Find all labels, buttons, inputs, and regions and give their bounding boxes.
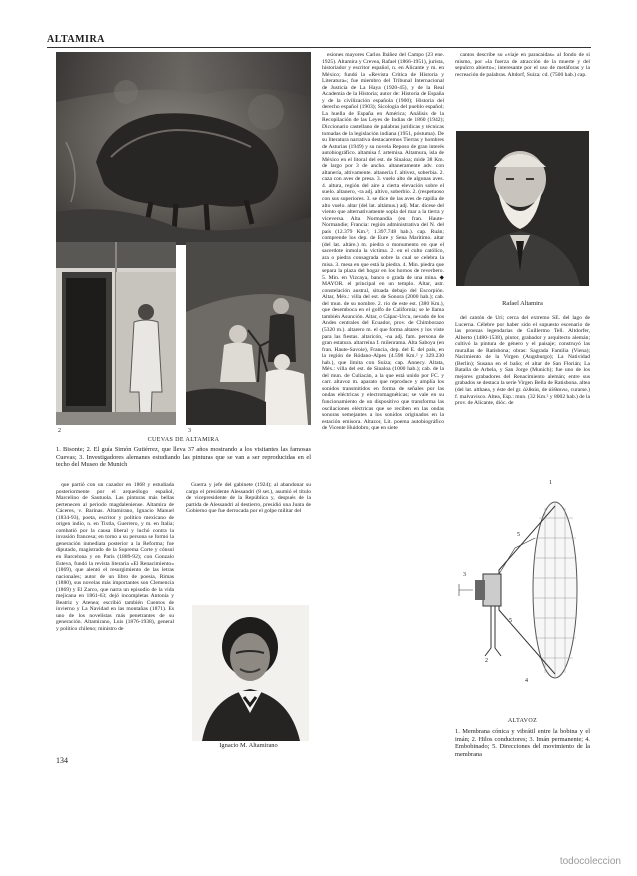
cave-caption-title: CUEVAS DE ALTAMIRA <box>147 437 220 443</box>
portrait-ignacio-altamirano <box>192 605 309 741</box>
footer-band <box>0 848 637 876</box>
portrait-rafael-caption: Rafael Altamira <box>502 300 543 307</box>
altavoz-label-1: 1 <box>549 480 552 486</box>
altavoz-diagram <box>455 478 590 713</box>
researchers-image <box>186 242 311 425</box>
column-left-bottom-text: que partió con un cazador en 1868 y estudiada posteriormente por el arqueólogo español, Marcelino de Sautuola. Las pinturas más bellas pertenecen al período magdaleniense. Altamira de Cáceres, v. Barinas. Altamirano, Ignacio Manuel (1834-93), poeta, escritor y político mexicano de origen indio, n. en Tixtla, Guerrero, y m. en Italia; combatió por la causa liberal y luchó contra la invasión francesa; en torno a su persona se formó la generación inmediata posterior a la Reforma; fue diputado, magistrado de la Suprema Corte y cónsul en Barcelona y en París (1889-92); con Gonzalo Esteva, fundó la revista literaria «El Renacimiento» (1869), que alentó el resurgimiento de las letras nacionales; autor de un libro de poesía, Rimas (1880), sus novelas más importantes son Clemencia (1869) y El Zarco, que narra un episodio de la vida mejicana en 1861-63; dejó incompletas Antonia y Beatriz y Atenea; escribió también Cuentos de invierno y La Navidad en las montañas (1871). Es uno de los novelistas más penetrantes de su generación. Altamirano, Luis (1876-1938), general y político chileno; ministro de <box>56 482 174 633</box>
column-right-middle <box>455 315 590 473</box>
portrait-rafael-altamira <box>456 131 589 286</box>
cave-caption-text: 1. Bisonte; 2. El guía Simón Gutiérrez, que lleva 37 años mostrando a los visitantes las famosas Cuevas; 3. Investigadores alemanes estudiando las pinturas que se van a ser reproducidas en el techo del Museo de Munich <box>56 446 311 469</box>
altavoz-title: ALTAVOZ <box>507 718 538 724</box>
column-middle <box>322 52 444 732</box>
portrait-ignacio-image <box>192 605 309 741</box>
column-center-bottom-text: Guerra y jefe del gabinete (1924); al abandonar su cargo el presidente Alessandri (8 set.), asumió el título de vicepresidente de la República y, después de la partida de Alessandri al destierro, presidió una Junta de Gobierno que fue derrocada por el golpe militar del <box>186 482 311 515</box>
page-number: 134 <box>56 756 68 765</box>
cave-guide-photo <box>56 242 176 425</box>
altavoz-label-4: 4 <box>525 678 528 684</box>
loudspeaker-diagram <box>455 478 590 713</box>
figure-3-number: 3 <box>188 428 191 434</box>
altavoz-label-5b: 5 <box>509 618 512 624</box>
running-title: ALTAMIRA <box>47 34 105 45</box>
altavoz-label-2: 2 <box>485 658 488 664</box>
portrait-rafael-image <box>456 131 589 286</box>
header-rule <box>47 47 591 48</box>
figure-2-number: 2 <box>58 428 61 434</box>
column-right-middle-text: del cantón de Uri; cerca del extremo SE. del lago de Lucerna. Célebre por haber sido el supuesto escenario de las proezas legendarias de Guillermo Tell. Altdorfer, Alberto (1480-1538), pintor, grabador y arquitecto alemán; cultivó la pintura de género y el paisaje; construyó las murallas de Ratisbona; obras: Sagrada Familia (Viena); Nacimiento de la Virgen (Augsburgo); La Natividad (Berlín); Susana en el baño; el altar de San Florián; La Batalla de Arbela, y San Jorge (Munich); fue uno de los mejores grabadores del Renacimiento alemán; entre sus grabados se destaca la serie Virgen Bella de Ratisbona. altea (del lat. althaea, y éste del gr. άλθαία, de άλθαινω, curarse.) f. malvavisco. Altea, Esp.: mun. (32 Km.² y 8002 hab.) de la prov. de Alicante, dióc. de <box>455 315 590 407</box>
column-center-bottom <box>186 482 311 526</box>
cave-guide-image <box>56 242 176 425</box>
watermark: todocoleccion <box>559 856 621 867</box>
altavoz-label-5a: 5 <box>517 532 520 538</box>
column-right-top <box>455 52 590 130</box>
column-middle-text: esiones mayores Carlos Ibáñez del Campo (23 ene. 1925). Altamira y Crevea, Rafael (1866-1951), jurista, historiador y escritor español, n. en Alicante y m. en México; fundó la «Revista Crítica de Historia y Literatura»; fue miembro del Tribunal Internacional de Justicia de La Haya (1920-45), y de la Real Academia de la Historia; autor de: Historia de España y de la civilización española (1900); Historia del derecho español (1903); Sicología del pueblo español; La huella de España en América; Análisis de la Recopilación de las Leyes de Indias de 1860 (1942); Diccionario castellano de palabras jurídicas y técnicas tomadas de la legislación indiana (1951, póstuma). De su literatura narrativa destacaremos Tierras y hombres de Asturias (1949) y su novela Reposo de gran interés autobiográfico. altamisa f. artemisa. Altamura, isla de México en el litoral del est. de Sinaloa; mide 38 Km. de largo por 3 de ancho. altaneramente adv. con altanería, altivamente. altanería f. altivez, soberbia. 2. caza con aves de presa. 3. vuelo alto de algunas aves. 4. altura, región del aire a cierta elevación sobre el suelo. altanero, -ra adj. altivo, soberbio. 2. (respetuoso con sus superiores. 3. se dice de las aves de rapiña de alto vuelo. altar (del lat. altámus.) adj. Mar. dícese del viento que alternativamente sopla del mar a la tierra y viceversa. Alta Normandía (en fran. Haute-Normandie; Francia: región administrativa del N. del país (12.379 Km.²; 1.397.748 hab.). cap. Ruán; comprende los dep. de Eure y Sena Marítimo. altar (del lat. altáre.) m. piedra o monumento en que el sacerdote inmola la víctima. 2. en el culto católico, ara o piedra consagrada sobre la cual se celebra la misa. 3. mesa en que está la piedra. 4. Min. piedra que separa la plaza del hogar en los hornos de reverbero. 5. Min. en Vizcaya, banco o grada de una mina. ◆ MAYOR. el principal en un templo. Altar, astr. constelación austral, situada debajo del Escorpión. Altar, Méx.: villa del est. de Sonora (2000 hab.); cab. del mun. de su nombre. 2. río de este est. (380 Km.), que desemboca en el golfo de California; se le llama también Asunción. Altar, o Cápac-Urcu, nevado de los Andes centrales del Ecuador, prov. de Chimborazo (5320 m.). altarero m. el que forma altares y los viste para las fiestas. altaricón, -na adj. fam. persona de gran estatura. altarreina f. milenrama. Alta Saboya (en fran. Haute-Savoie), Francia, dep. del E. del país, en la región de Ródano-Alpes (4.598 Km.² y 329.230 hab.), que limita con Suiza; cap. Annecy. Altata, Méx.: villa del est. de Sinaloa (1000 hab.); cab. de la del mun. de Culiacán, a la que está unido por FC. y carr. altavoz m. aparato que reproduce y amplía los sonidos transmitidos en forma de señales por las ondas eléctricas y electromagnéticas; se vale en su funcionamiento de un dispositivo que transforma las oscilaciones eléctricas que se reciben en las ondas sonoras semejantes a los sonidos originados en la estación emisora. Altazor, Lit. poema autobiográfico de Vicente Huidobro, que en siete <box>322 52 444 432</box>
portrait-ignacio-caption: Ignacio M. Altamirano <box>219 742 278 749</box>
altavoz-label-3: 3 <box>463 572 466 578</box>
column-left-bottom <box>56 482 174 730</box>
bison-cave-painting-image <box>56 52 311 245</box>
researchers-photo <box>186 242 311 425</box>
column-right-top-text: cantos describe su «viaje en paracaídas» al fondo de sí mismo, por «la fuerza de atracción de la muerte y del sepulcro abierto»; interesante por el uso de metáforas y la recreación de palabras. Altdorf, Suiza: cd. (7500 hab.) cap. <box>455 52 590 78</box>
altavoz-caption: 1. Membrana cónica y vibrátil entre la bobina y el imán; 2. Hilos conductores; 3. Imán permanente; 4. Embobinado; 5. Direcciones del movimiento de la membrana <box>455 728 590 758</box>
bison-cave-painting-photo <box>56 52 311 245</box>
